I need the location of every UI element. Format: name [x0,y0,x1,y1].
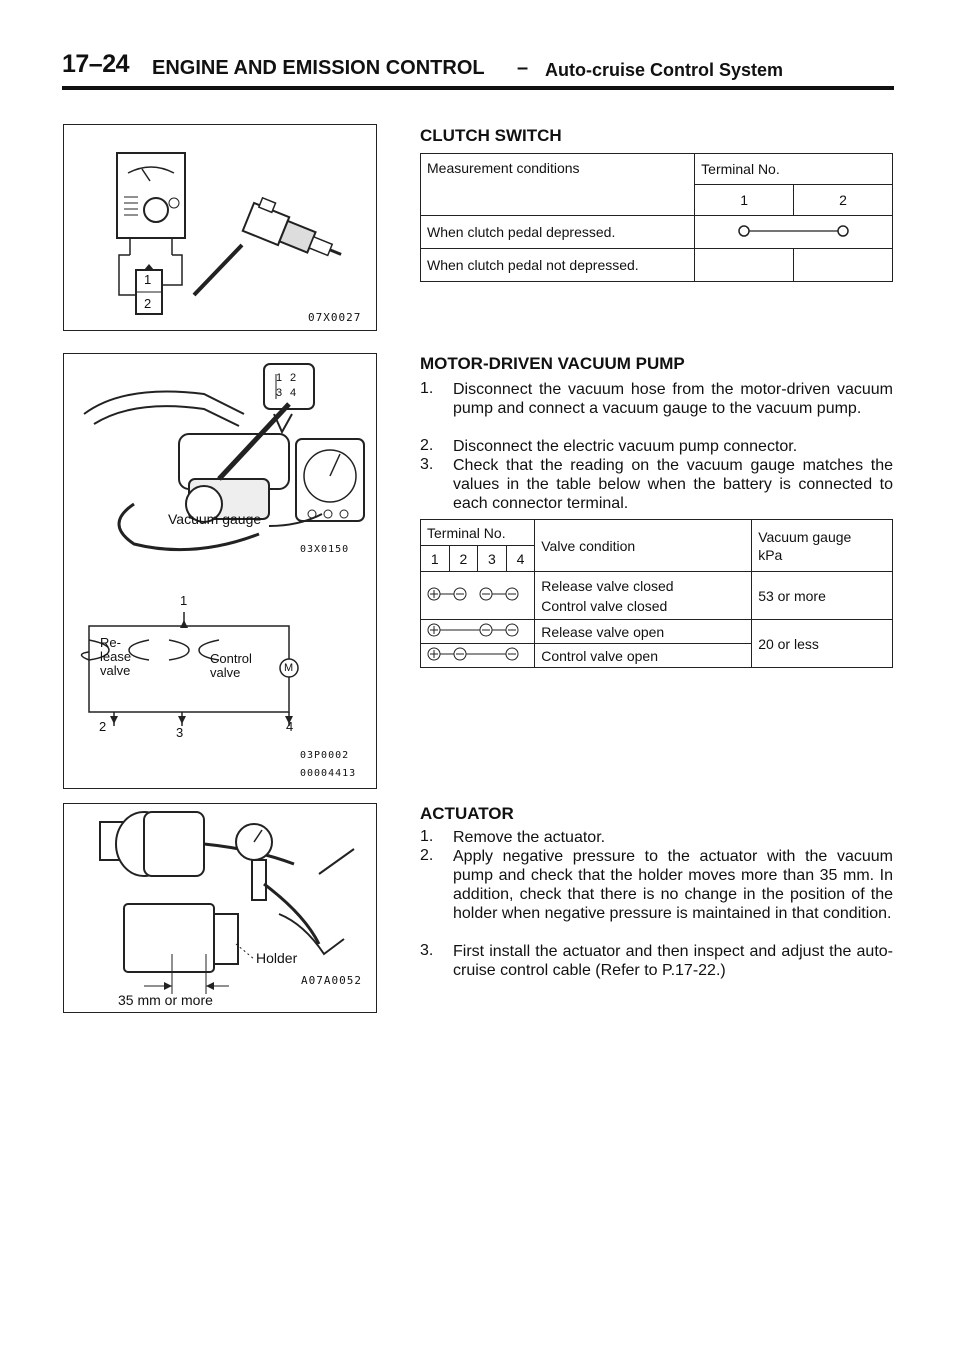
row2-polarity-symbols [421,620,525,640]
pump-step-1: Disconnect the vacuum hose from the motor-driven vacuum pump and connect a vacuum gauge to the vacuum pump. [453,381,893,417]
row2-polarity [421,620,535,644]
row1-valve-line-1: Release valve closed [541,577,674,594]
vacuum-pump-table [420,519,893,668]
connector-terminal-4: 4 [290,387,297,399]
control-label-line-1: Control [210,651,252,666]
row1-valve-line-2: Control valve closed [541,597,668,614]
figure-code: A07A0052 [301,974,362,987]
control-valve-label [210,652,252,680]
circuit-terminal-1: 1 [180,593,188,608]
motor-label: M [284,662,294,674]
empty-cell-2 [794,249,893,282]
row2-valve: Release valve open [535,620,752,644]
release-label-line-2: lease [100,649,132,664]
terminal-2-header: 2 [449,546,478,572]
release-valve-label [100,636,131,678]
actuator-step-1: Remove the actuator. [453,829,606,846]
circuit-terminal-2: 2 [99,719,107,734]
header-rule [62,86,894,90]
pump-step-1-number: 1. [420,380,434,397]
actuator-step-2: Apply negative pressure to the actuator with the vacuum pump and check that the holder moves more than 35 mm. In addition, check that there is no change in the position of the holder when negative pressure is maintained in that condition. [453,848,893,922]
row1-polarity-symbols [421,582,525,606]
connector-terminal-1: 1 [276,372,283,384]
actuator-step-1-number: 1. [420,828,434,845]
continuity-indicator [695,216,893,249]
row1-valve [535,572,752,620]
connector-terminal-2: 2 [290,372,297,384]
release-label-line-3: valve [100,663,131,678]
vacuum-pump-illustration [64,354,378,790]
row3-valve: Control valve open [535,644,752,668]
actuator-step-3-number: 3. [420,942,434,959]
row1-gauge: 53 or more [752,572,893,620]
row-not-depressed: When clutch pedal not depressed. [421,249,695,282]
col-terminal-no: Terminal No. [421,520,535,546]
pump-step-3: Check that the reading on the vacuum gauge matches the values in the table below when the battery is connected to each connector terminal. [453,457,893,512]
control-label-line-2: valve [210,665,241,680]
actuator-heading: ACTUATOR [420,804,514,823]
clutch-switch-heading: CLUTCH SWITCH [420,126,562,145]
figure-code: 03X0150 [300,544,350,555]
vacuum-pump-heading: MOTOR-DRIVEN VACUUM PUMP [420,354,685,373]
figure-clutch-switch-test [63,124,377,331]
col-vacuum-gauge-line-2: kPa [758,546,783,563]
col-measurement-conditions: Measurement conditions [421,154,695,216]
page-number: 17–24 [62,50,130,78]
figure-vacuum-pump-test [63,353,377,789]
release-label-line-1: Re- [100,635,121,650]
empty-cell-1 [695,249,794,282]
continuity-symbol [695,221,891,241]
terminal-1-header: 1 [695,185,794,216]
dimension-label: 35 mm or more [118,992,213,1008]
pump-step-3-number: 3. [420,456,434,473]
row3-polarity [421,644,535,668]
vacuum-gauge-label: Vacuum gauge [168,511,262,527]
terminal-2-header: 2 [794,185,893,216]
title-dash: – [517,57,529,79]
figure-actuator-test [63,803,377,1013]
ohmmeter-illustration [64,125,378,332]
section-title: ENGINE AND EMISSION CONTROL [152,57,485,79]
actuator-step-2-number: 2. [420,847,434,864]
subsection-title: Auto-cruise Control System [545,60,784,80]
col-terminal-no: Terminal No. [695,154,893,185]
col-vacuum-gauge [752,520,893,572]
terminal-1-header: 1 [421,546,450,572]
row1-polarity [421,572,535,620]
terminal-3-header: 3 [478,546,507,572]
col-vacuum-gauge-line-1: Vacuum gauge [758,528,852,545]
figure-code: 07X0027 [308,311,362,324]
terminal-4-header: 4 [506,546,535,572]
actuator-step-3: First install the actuator and then inspect and adjust the auto-cruise control cable (Refer to P.17-22.) [453,943,893,979]
connector-terminal-3: 3 [276,387,283,399]
circuit-terminal-4: 4 [286,719,294,734]
row23-gauge: 20 or less [752,620,893,668]
figure-code-1: 03P0002 [300,750,350,761]
circuit-terminal-3: 3 [176,725,184,740]
pump-step-2-number: 2. [420,437,434,454]
holder-label: Holder [256,950,298,966]
tester-terminal-2: 2 [144,296,152,311]
row3-polarity-symbols [421,644,525,664]
figure-code-2: 00004413 [300,768,357,779]
tester-terminal-1: 1 [144,272,152,287]
row-depressed: When clutch pedal depressed. [421,216,695,249]
clutch-switch-table [420,153,893,282]
pump-step-2: Disconnect the electric vacuum pump connector. [453,438,798,455]
col-valve-condition: Valve condition [535,520,752,572]
